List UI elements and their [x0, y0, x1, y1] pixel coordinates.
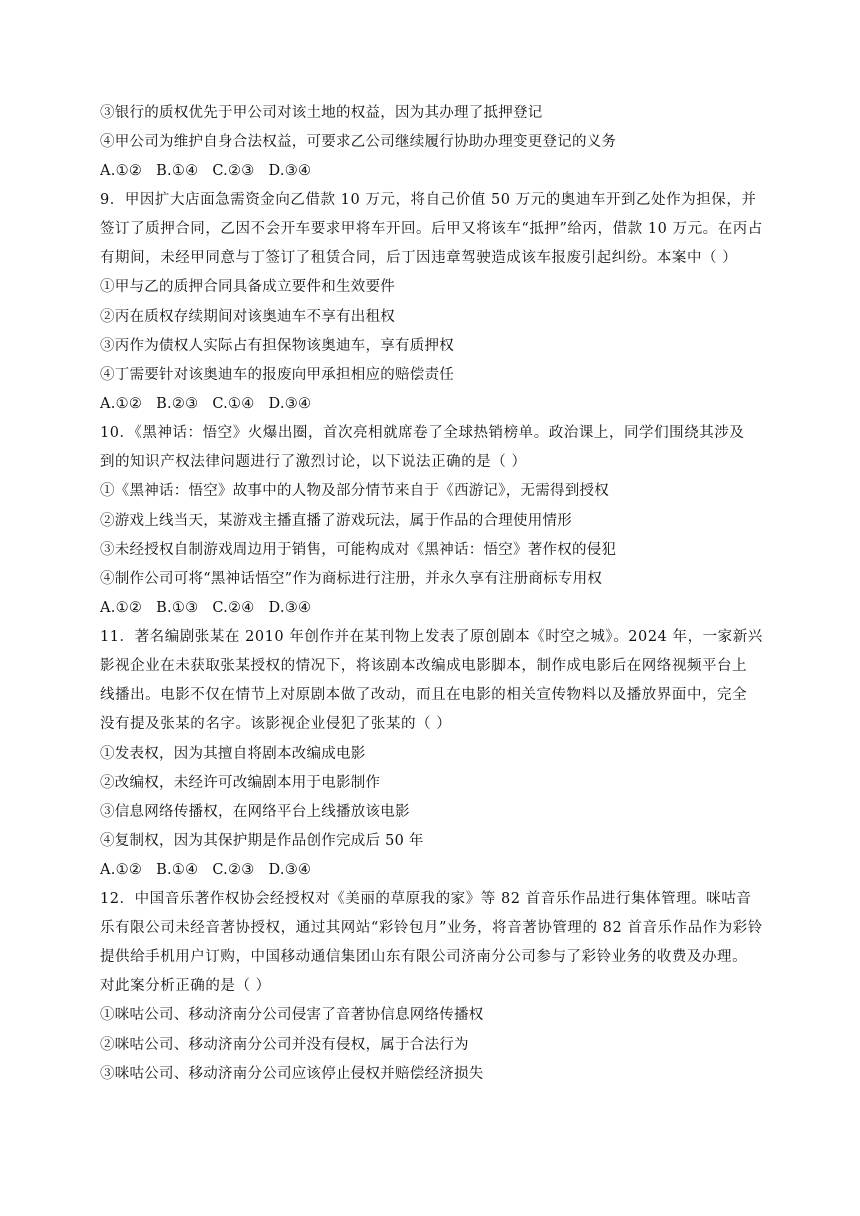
q12-option-3: ③咪咕公司、移动济南分公司应该停止侵权并赔偿经济损失 [100, 1066, 484, 1082]
choice-c: C.②③ [212, 163, 255, 179]
choice-d: D.③④ [268, 163, 312, 179]
q11-choices [100, 860, 770, 880]
q11-stem-line-1: 11．著名编剧张某在 2010 年创作并在某刊物上发表了原创剧本《时空之城》。2024 年，一家新兴 [100, 629, 763, 645]
q9-option-3: ③丙作为债权人实际占有担保物该奥迪车，享有质押权 [100, 338, 454, 354]
q10-stem-line-1: 10．《黑神话：悟空》火爆出圈，首次亮相就席卷了全球热销榜单。政治课上，同学们围绕其涉及 [100, 425, 745, 441]
q11-stem-line-2: 影视企业在未获取张某授权的情况下，将该剧本改编成电影脚本，制作成电影后在网络视频平台上 [100, 658, 748, 674]
q12-stem-line-3: 提供给手机用户订购，中国移动通信集团山东有限公司济南分公司参与了彩铃业务的收费及办理。 [100, 949, 748, 965]
q10-option-1: ①《黑神话：悟空》故事中的人物及部分情节来自于《西游记》，无需得到授权 [100, 483, 609, 499]
choice-a: A.①② [100, 396, 143, 412]
choice-d: D.③④ [268, 396, 312, 412]
q10-option-2: ②游戏上线当天，某游戏主播直播了游戏玩法，属于作品的合理使用情形 [100, 513, 572, 529]
choice-d: D.③④ [268, 862, 312, 878]
choice-b: B.①④ [156, 862, 199, 878]
q12-stem-line-1: 12．中国音乐著作权协会经授权对《美丽的草原我的家》等 82 首音乐作品进行集体管理。咪咕音 [100, 891, 752, 907]
choice-a: A.①② [100, 163, 143, 179]
q9-stem-line-1: 9．甲因扩大店面急需资金向乙借款 10 万元，将自己价值 50 万元的奥迪车开到乙处作为担保，并 [100, 192, 757, 208]
q12-option-1: ①咪咕公司、移动济南分公司侵害了音著协信息网络传播权 [100, 1007, 484, 1023]
q9-choices [100, 394, 770, 414]
q11-option-1: ①发表权，因为其擅自将剧本改编成电影 [100, 746, 366, 762]
q12-stem-line-2: 乐有限公司未经音著协授权，通过其网站“彩铃包月”业务，将音著协管理的 82 首音乐作品作为彩铃 [100, 920, 763, 936]
q9-stem-line-2: 签订了质押合同，乙因不会开车要求甲将车开回。后甲又将该车“抵押”给丙，借款 10 万元。在丙占 [100, 221, 763, 237]
q9-option-4: ④丁需要针对该奥迪车的报废向甲承担相应的赔偿责任 [100, 367, 454, 383]
q8-choices [100, 161, 770, 181]
q8-option-4: ④甲公司为维护自身合法权益，可要求乙公司继续履行协助办理变更登记的义务 [100, 134, 617, 150]
choice-b: B.①③ [156, 600, 199, 616]
q12-option-2: ②咪咕公司、移动济南分公司并没有侵权，属于合法行为 [100, 1037, 469, 1053]
q10-choices [100, 598, 770, 618]
q8-option-3: ③银行的质权优先于甲公司对该土地的权益，因为其办理了抵押登记 [100, 105, 543, 121]
choice-c: C.②③ [212, 862, 255, 878]
q11-option-4: ④复制权，因为其保护期是作品创作完成后 50 年 [100, 833, 424, 849]
choice-d: D.③④ [268, 600, 312, 616]
q11-stem-line-3: 线播出。电影不仅在情节上对原剧本做了改动，而且在电影的相关宣传物料以及播放界面中，完全 [100, 687, 748, 703]
choice-a: A.①② [100, 862, 143, 878]
q12-stem-line-4: 对此案分析正确的是（ ） [100, 978, 271, 994]
q9-stem-line-3: 有期间，未经甲同意与丁签订了租赁合同，后丁因违章驾驶造成该车报废引起纠纷。本案中（ ） [100, 250, 738, 266]
choice-b: B.①④ [156, 163, 199, 179]
q10-stem-line-2: 到的知识产权法律问题进行了激烈讨论，以下说法正确的是（ ） [100, 454, 527, 470]
choice-c: C.②④ [212, 600, 255, 616]
q9-option-1: ①甲与乙的质押合同具备成立要件和生效要件 [100, 279, 395, 295]
choice-a: A.①② [100, 600, 143, 616]
q11-option-2: ②改编权，未经许可改编剧本用于电影制作 [100, 775, 381, 791]
q11-option-3: ③信息网络传播权，在网络平台上线播放该电影 [100, 804, 410, 820]
q11-stem-line-4: 没有提及张某的名字。该影视企业侵犯了张某的（ ） [100, 716, 452, 732]
choice-c: C.①④ [212, 396, 255, 412]
choice-b: B.②③ [156, 396, 199, 412]
q10-option-4: ④制作公司可将“黑神话悟空”作为商标进行注册，并永久享有注册商标专用权 [100, 571, 603, 587]
q9-option-2: ②丙在质权存续期间对该奥迪车不享有出租权 [100, 309, 395, 325]
q10-option-3: ③未经授权自制游戏周边用于销售，可能构成对《黑神话：悟空》著作权的侵犯 [100, 542, 617, 558]
